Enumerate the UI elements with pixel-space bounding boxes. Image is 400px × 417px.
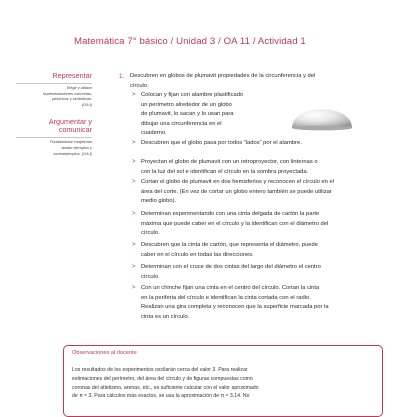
skill-line: contraejemplos. (OA f) [53, 150, 92, 156]
chevron-right-icon: > [132, 179, 136, 185]
chevron-right-icon: > [132, 264, 136, 270]
skill-title-argumentar [16, 118, 92, 134]
step-text [141, 178, 360, 207]
step-line: Determinan con el cruce de dos cintas del largo del diámetro el centro [141, 264, 321, 270]
step-item [132, 158, 360, 177]
step-line: Cortan el globo de plumavit en dos hemisferios y reconocen el círculo en el [141, 179, 335, 185]
chevron-right-icon: > [132, 242, 136, 248]
skill-line: representaciones concretas, [43, 90, 92, 96]
step-item [132, 284, 360, 322]
step-text [141, 210, 360, 239]
skill-title-line: Argumentar y [48, 117, 92, 127]
step-text [141, 263, 360, 282]
skill-divider [16, 83, 92, 84]
step-line: Colocan y fijan con alambre plastificado [141, 92, 244, 98]
step-text [141, 241, 360, 260]
teacher-notes-title: Observaciones al docente [72, 350, 137, 356]
skill-line: pictóricas y simbólicas. [52, 96, 92, 102]
step-line: Determinan experimentando con una cinta delgada de cartón la parte [141, 211, 320, 217]
teacher-notes-box [63, 345, 383, 417]
step-line: Con un chinche fijan una cinta en el centro del círculo. Cortan la cinta [141, 285, 320, 291]
step-line: caber en el círculo en todas las direcciones. [141, 251, 254, 258]
step-line: cinta es un círculo. [141, 313, 190, 320]
step-text [141, 284, 360, 322]
step-line: cuaderno. [141, 130, 167, 137]
chevron-right-icon: > [132, 285, 136, 291]
step-item [132, 139, 360, 149]
skill-line: dando ejemplos y [61, 144, 92, 150]
page-header: Matemática 7° básico / Unidad 3 / OA 11 / Actividad 1 [74, 36, 306, 47]
step-line: con la luz del sol e identifican el círculo en la sombra proyectada. [141, 168, 309, 175]
step-line: dibujar una circunferencia en el [141, 120, 222, 127]
step-line: en la periferia del círculo e identifican la cinta cortada con el radio. [141, 294, 311, 301]
step-line: un perímetro alrededor de un globo [141, 101, 232, 108]
step-line: círculo. [141, 230, 160, 237]
note-line: de π ≈ 3. Para cálculos más exactos, se usa la aproximación de π ≈ 3,14. No [72, 393, 250, 400]
skill-line: Elegir y utilizar [66, 85, 92, 90]
skill-title-representar: Representar [52, 71, 92, 80]
note-line: coronas del atletismo, arenas, etc., es suficiente calcular con el valor aproximado [72, 384, 259, 391]
step-line: área del corte. (En vez de cortar un globo entero también se puede utilizar [141, 188, 332, 195]
step-line: Descubren que el globo pasa por todos “lados” por el alambre. [141, 140, 302, 146]
step-item [132, 263, 360, 282]
skill-title-line: comunicar [58, 125, 92, 135]
step-text [141, 139, 360, 149]
step-item [132, 210, 360, 239]
skill-description-argumentar [16, 139, 92, 156]
step-line: círculo. [141, 273, 160, 280]
step-item [132, 241, 360, 260]
step-text [141, 158, 360, 177]
skill-line: Fundamentar conjeturas [49, 139, 92, 145]
step-item [132, 178, 360, 207]
skill-description-representar [16, 85, 92, 107]
chevron-right-icon: > [132, 211, 136, 217]
skill-line: (OA f) [81, 101, 92, 107]
step-line: Proyectan el globo de plumavit con un retroproyector, con linternas o [141, 159, 318, 165]
teacher-notes-text [72, 366, 372, 401]
chevron-right-icon: > [132, 140, 136, 146]
step-line: de plumavit, lo sacan y lo usan para [141, 111, 234, 118]
step-line: Realizan una gira completa y reconocen que la superficie marcada por la [141, 304, 329, 311]
step-line: Descubren que la cinta de cartón, que representa el diámetro, puede [141, 242, 318, 248]
activity-intro [130, 72, 360, 91]
note-line: Los resultados de los experimentos oscilarán cerca del valor 3. Para realizar [72, 367, 248, 373]
skill-divider [16, 137, 92, 138]
chevron-right-icon: > [132, 159, 136, 165]
note-line: estimaciones del perímetro, del área del círculo y de figuras compuestas como [72, 375, 253, 382]
step-line: medio globo). [141, 198, 177, 205]
intro-line: círculo. [130, 82, 149, 89]
step-line: máxima que puede caber en el círculo y la identifican con el diámetro del [141, 220, 329, 227]
chevron-right-icon: > [132, 92, 136, 98]
sidebar-skills [16, 72, 92, 156]
activity-number: 1. [119, 73, 125, 80]
foam-dome-image [290, 95, 354, 131]
intro-line: Descubren en globos de plumavit propiedades de la circunferencia y del [130, 73, 316, 79]
